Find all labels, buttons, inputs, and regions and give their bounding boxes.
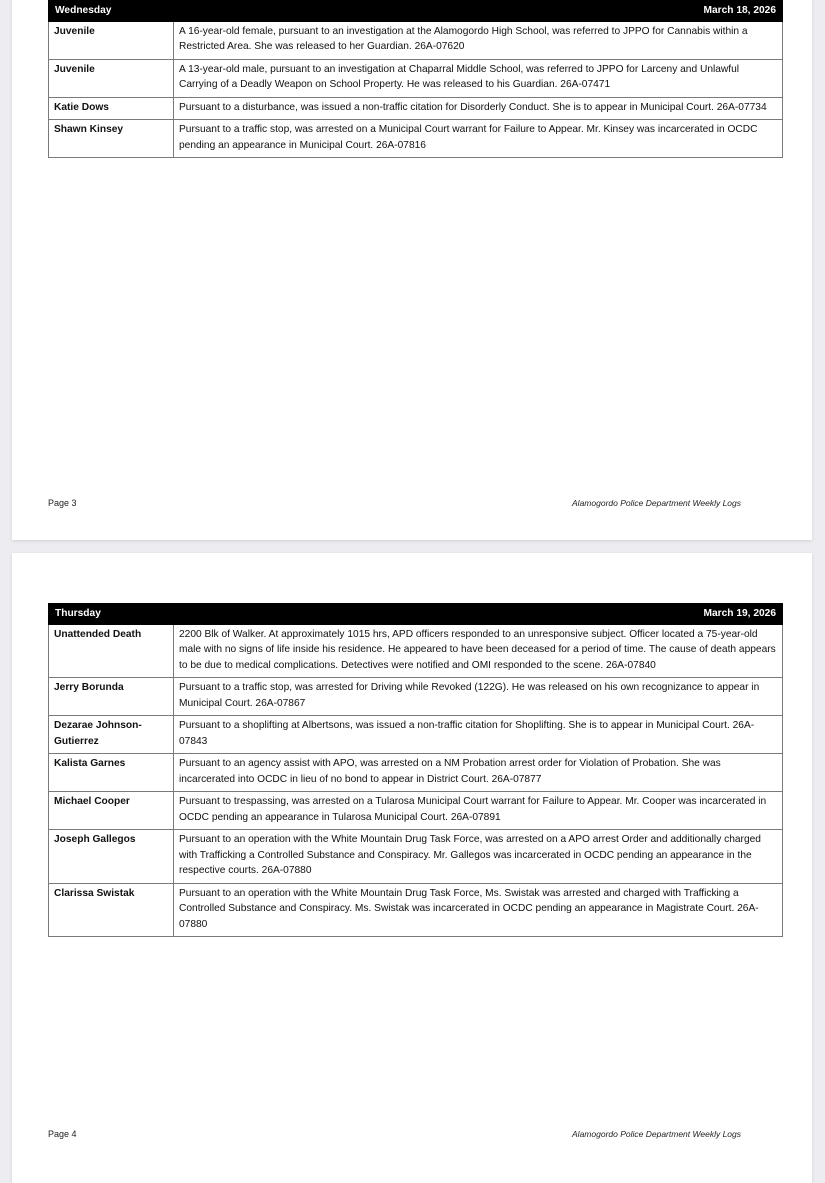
table-row — [49, 678, 783, 716]
entry-name: Jerry Borunda — [49, 678, 174, 716]
footer-title: Alamogordo Police Department Weekly Logs — [572, 1129, 741, 1139]
table-row — [49, 883, 783, 937]
table-row — [49, 21, 783, 59]
entry-name: Michael Cooper — [49, 792, 174, 830]
table-row — [49, 120, 783, 158]
entry-text: Pursuant to a disturbance, was issued a non-traffic citation for Disorderly Conduct. She is to appear in Municipal Court. 26A-07734 — [174, 97, 783, 120]
entry-text: 2200 Blk of Walker. At approximately 1015 hrs, APD officers responded to an unresponsive subject. Officer located a 75-year-old male with no signs of life inside his residence. He appeared to have been deceased for a period of time. The cause of death appears to be due to medical complications. Detectives were notified and OMI responded to the scene. 26A-07840 — [174, 624, 783, 678]
entry-text: A 13-year-old male, pursuant to an investigation at Chaparral Middle School, was referred to JPPO for Larceny and Unlawful Carrying of a Deadly Weapon on School Property. He was released to his Guardian. 26A-07471 — [174, 59, 783, 97]
page-number: Page 4 — [48, 1129, 77, 1139]
entry-name: Clarissa Swistak — [49, 883, 174, 937]
table-header-row — [49, 604, 783, 625]
entry-name: Unattended Death — [49, 624, 174, 678]
entry-name: Joseph Gallegos — [49, 830, 174, 884]
table-row — [49, 792, 783, 830]
entry-text: Pursuant to an agency assist with APO, was arrested on a NM Probation arrest order for Violation of Probation. She was incarcerated into OCDC in lieu of no bond to appear in District Court. 26A-07877 — [174, 754, 783, 792]
table-header-row — [49, 1, 783, 22]
entry-text: Pursuant to an operation with the White Mountain Drug Task Force, Ms. Swistak was arrested and charged with Trafficking a Controlled Substance and Conspiracy. Ms. Swistak was incarcerated in OCDC pending an appearance in Magistrate Court. 26A-07880 — [174, 883, 783, 937]
day-label: Thursday — [49, 604, 174, 625]
entry-name: Dezarae Johnson-Gutierrez — [49, 716, 174, 754]
table-row — [49, 754, 783, 792]
log-table-thursday — [48, 603, 783, 937]
page-number: Page 3 — [48, 498, 77, 508]
table-row — [49, 830, 783, 884]
date-label: March 18, 2026 — [174, 1, 783, 22]
entry-name: Shawn Kinsey — [49, 120, 174, 158]
entry-text: Pursuant to a traffic stop, was arrested for Driving while Revoked (122G). He was released on his own recognizance to appear in Municipal Court. 26A-07867 — [174, 678, 783, 716]
footer-title: Alamogordo Police Department Weekly Logs — [572, 498, 741, 508]
entry-text: Pursuant to a shoplifting at Albertsons, was issued a non-traffic citation for Shoplifting. She is to appear in Municipal Court. 26A-07843 — [174, 716, 783, 754]
entry-name: Juvenile — [49, 59, 174, 97]
entry-name: Kalista Garnes — [49, 754, 174, 792]
day-label: Wednesday — [49, 1, 174, 22]
log-table-wednesday — [48, 0, 783, 158]
document-page-4 — [12, 553, 812, 1183]
entry-text: Pursuant to trespassing, was arrested on a Tularosa Municipal Court warrant for Failure to Appear. Mr. Cooper was incarcerated in OCDC pending an appearance in Tularosa Municipal Court. 26A-07891 — [174, 792, 783, 830]
table-row — [49, 59, 783, 97]
entry-text: Pursuant to a traffic stop, was arrested on a Municipal Court warrant for Failure to Appear. Mr. Kinsey was incarcerated in OCDC pending an appearance in Municipal Court. 26A-07816 — [174, 120, 783, 158]
entry-text: Pursuant to an operation with the White Mountain Drug Task Force, was arrested on a APO arrest Order and additionally charged with Trafficking a Controlled Substance and Conspiracy. Mr. Gallegos was incarcerated in OCDC pending an appearance in the respective courts. 26A-07880 — [174, 830, 783, 884]
document-page-3 — [12, 0, 812, 540]
entry-text: A 16-year-old female, pursuant to an investigation at the Alamogordo High School, was referred to JPPO for Cannabis within a Restricted Area. She was released to her Guardian. 26A-07620 — [174, 21, 783, 59]
entry-name: Juvenile — [49, 21, 174, 59]
date-label: March 19, 2026 — [174, 604, 783, 625]
table-row — [49, 716, 783, 754]
entry-name: Katie Dows — [49, 97, 174, 120]
table-row — [49, 624, 783, 678]
table-row — [49, 97, 783, 120]
